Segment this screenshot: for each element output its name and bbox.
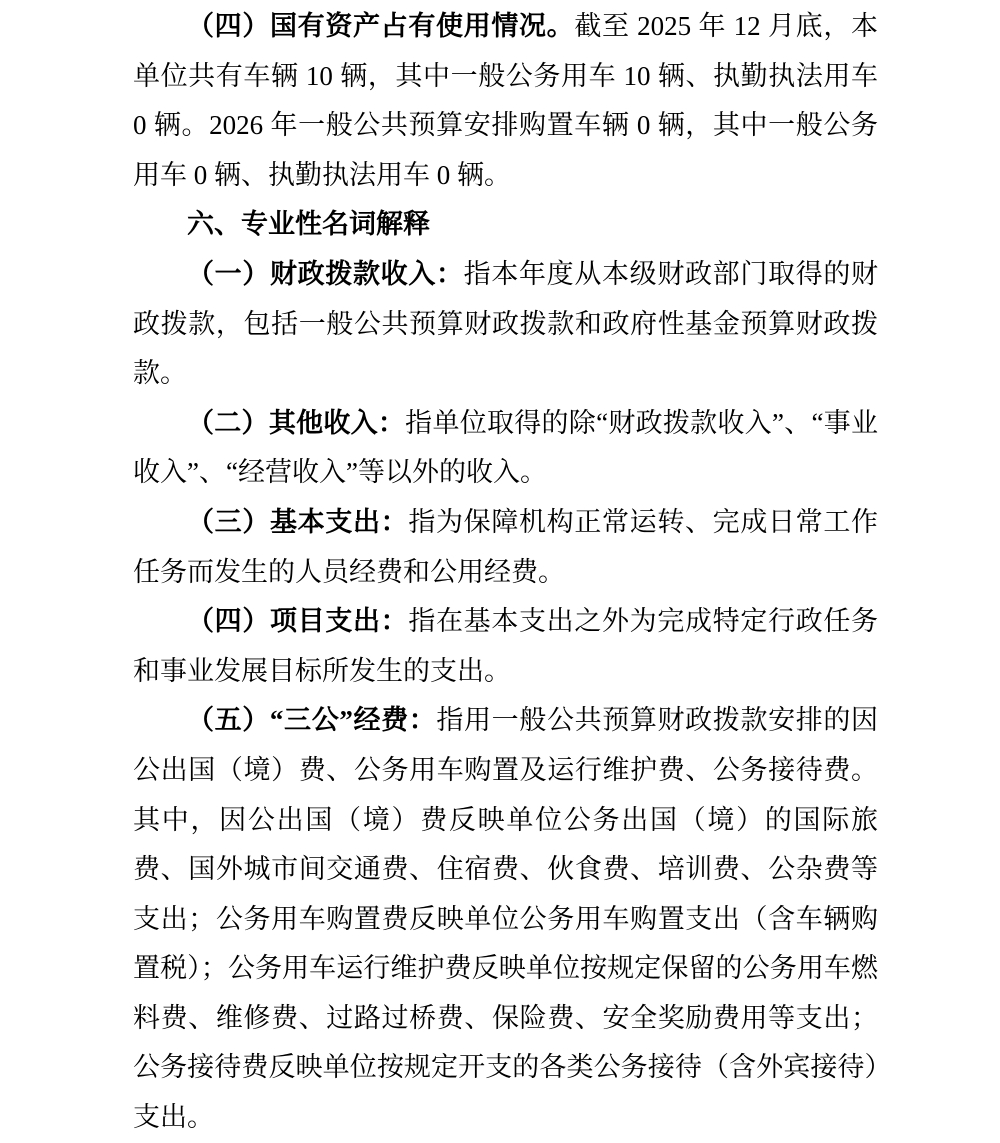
paragraph bbox=[133, 399, 878, 498]
paragraph-lead: （三）基本支出： bbox=[187, 506, 409, 537]
paragraph-lead: （五）“三公”经费： bbox=[187, 705, 437, 736]
paragraph-lead: （四）国有资产占有使用情况。 bbox=[187, 11, 575, 41]
paragraph bbox=[133, 2, 878, 200]
paragraph-lead: （四）项目支出： bbox=[187, 606, 409, 637]
paragraph-body: 指用一般公共预算财政拨款安排的因公出国（境）费、公务用车购置及运行维护费、公务接待费。其中，因公出国（境）费反映单位公务出国（境）的国际旅费、国外城市间交通费、住宿费、伙食费、培训费、公杂费等支出；公务用车购置费反映单位公务用车购置支出（含车辆购置税）；公务用车运行维护费反映单位按规定保留的公务用车燃料费、维修费、过路过桥费、保险费、安全奖励费用等支出；公务接待费反映单位按规定开支的各类公务接待（含外宾接待）支出。 bbox=[133, 705, 879, 1133]
paragraph-lead: （一）财政拨款收入： bbox=[187, 258, 464, 289]
paragraph bbox=[133, 597, 878, 696]
paragraph bbox=[133, 250, 878, 399]
paragraph bbox=[133, 696, 878, 1142]
paragraph-lead: （二）其他收入： bbox=[187, 407, 406, 438]
paragraph bbox=[133, 498, 878, 597]
section-heading: 六、专业性名词解释 bbox=[187, 209, 430, 240]
paragraph-body: 指本年度从本级财政部门取得的财政拨款，包括一般公共预算财政拨款和政府性基金预算财政拨款。 bbox=[133, 258, 879, 389]
paragraph-body: 指为保障机构正常运转、完成日常工作任务而发生的人员经费和公用经费。 bbox=[133, 506, 879, 587]
paragraph-body: 截至 2025 年 12 月底，本单位共有车辆 10 辆，其中一般公务用车 10 辆、执勤执法用车 0 辆。2026 年一般公共预算安排购置车辆 0 辆，其中一般公务用车 0 辆、执勤执法用车 0 辆。 bbox=[133, 11, 879, 190]
paragraph-body: 指单位取得的除“财政拨款收入”、“事业收入”、“经营收入”等以外的收入。 bbox=[133, 407, 879, 488]
paragraph-body: 指在基本支出之外为完成特定行政任务和事业发展目标所发生的支出。 bbox=[133, 606, 879, 686]
